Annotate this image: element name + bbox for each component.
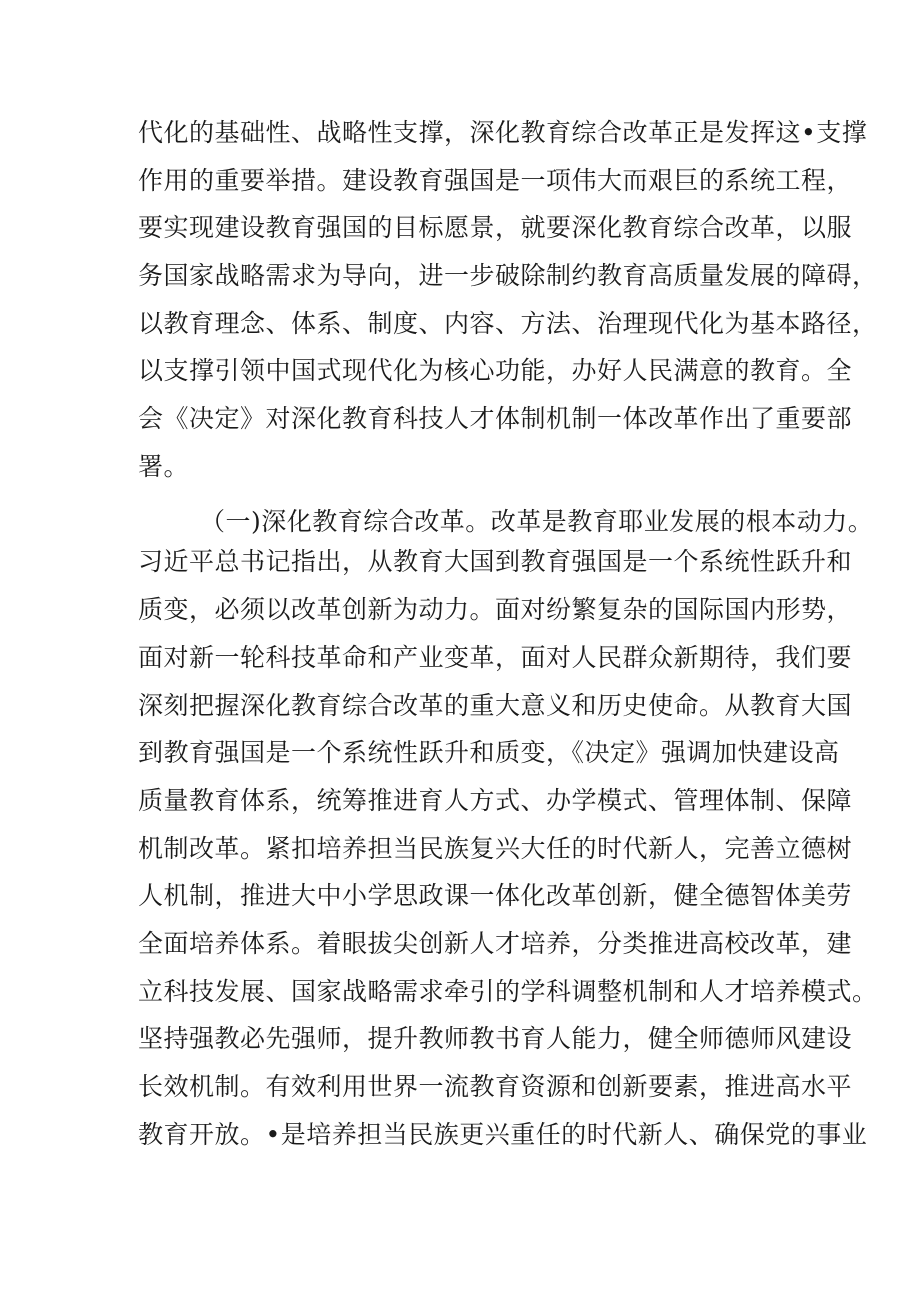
text-line: 会《决定》对深化教育科技人才体制机制一体改革作出了重要部 (138, 404, 853, 433)
text-line: 机制改革。紧扣培养担当民族复兴大任的时代新人，完善立德树 (138, 834, 853, 863)
text-line: 习近平总书记指出，从教育大国到教育强国是一个系统性跃升和 (138, 547, 853, 576)
text-line: 人机制，推进大中小学思政课一体化改革创新，健全德智体美劳 (138, 881, 853, 910)
text-line: 署。 (138, 452, 190, 481)
text-line: 务国家战略需求为导向，进一步破除制约教育高质量发展的障碍， (138, 261, 878, 290)
text-line: 以支撑引领中国式现代化为核心功能，办好人民满意的教育。全 (138, 356, 853, 385)
text-line: 质变，必须以改革创新为动力。面对纷繁复杂的国际国内形势， (138, 595, 853, 624)
text-line: 代化的基础性、战略性支撑，深化教育综合改革正是发挥这•支撑 (138, 118, 868, 147)
text-line: 深刻把握深化教育综合改革的重大意义和历史使命。从教育大国 (138, 691, 853, 720)
text-line: 到教育强国是一个系统性跃升和质变，《决定》强调加快建设高 (138, 738, 840, 767)
paragraph-heading-line: （一)深化教育综合改革。改革是教育耶业发展的根本动力。 (200, 507, 874, 536)
text-line: 质量教育体系，统筹推进育人方式、办学模式、管理体制、保障 (138, 786, 853, 815)
text-line: 教育开放。•是培养担当民族更兴重任的时代新人、确保党的事业 (138, 1120, 868, 1149)
text-line: 全面培养体系。着眼拔尖创新人才培养，分类推进高校改革，建 (138, 929, 853, 958)
text-line: 作用的重要举措。建设教育强国是一项伟大而艰巨的系统工程， (138, 166, 853, 195)
text-line: 要实现建设教育强国的目标愿景，就要深化教育综合改革，以服 (138, 213, 853, 242)
text-line: 以教育理念、体系、制度、内容、方法、治理现代化为基本路径， (138, 309, 878, 338)
text-line: 坚持强教必先强师，提升教师教书育人能力，健全师德师风建设 (138, 1024, 853, 1053)
text-line: 面对新一轮科技革命和产业变革，面对人民群众新期待，我们要 (138, 643, 853, 672)
text-line: 长效机制。有效利用世界一流教育资源和创新要素，推进高水平 (138, 1072, 853, 1101)
text-line: 立科技发展、国家战略需求牵引的学科调整机制和人才培养模式。 (138, 977, 878, 1006)
